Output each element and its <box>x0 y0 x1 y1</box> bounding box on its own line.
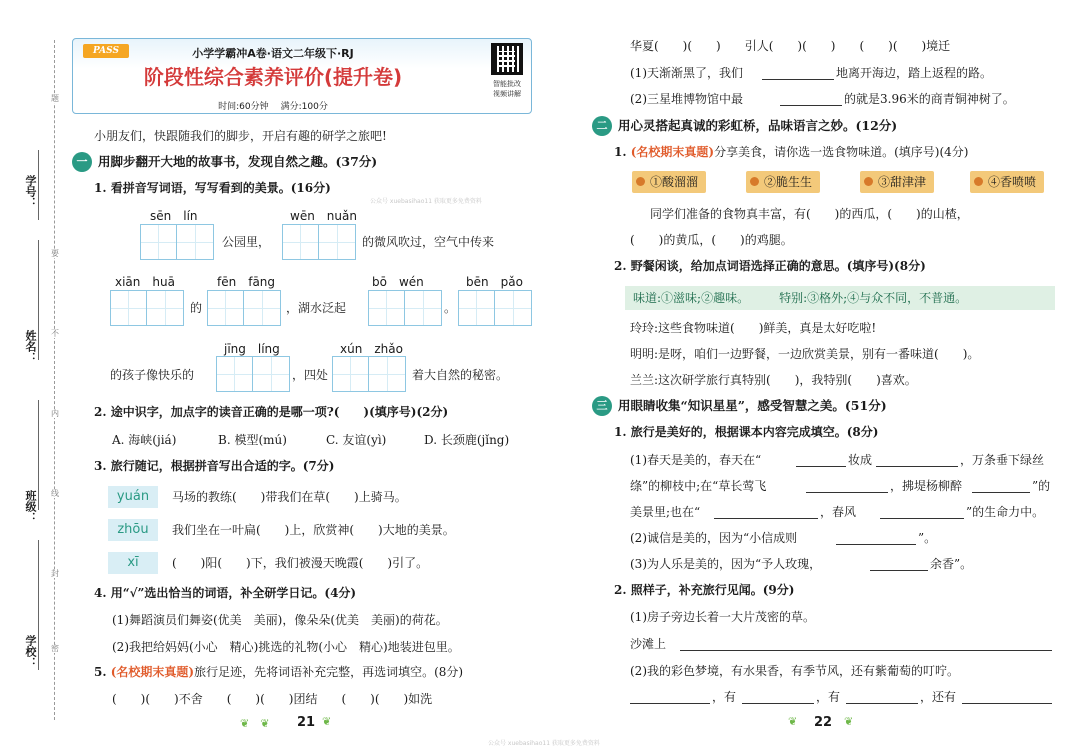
s3-q1-title: 1. 旅行是美好的，根据课本内容完成填空。(8分) <box>614 425 879 439</box>
qr-caption-1: 智能批改 <box>493 80 521 88</box>
section-3-heading <box>592 396 887 416</box>
exam-score: 满分:100分 <box>280 102 328 112</box>
q5-number: 5. <box>94 665 107 679</box>
fill-blank[interactable] <box>714 518 818 519</box>
s3-q1-text: 美景里;也在“ <box>630 505 701 519</box>
q1-title: 1. 看拼音写词语，写写看到的美景。(16分) <box>94 181 331 195</box>
school-blank[interactable] <box>38 540 39 670</box>
fill-blank[interactable] <box>806 492 888 493</box>
qr-code-icon[interactable] <box>491 43 523 75</box>
s3-q1-text: ”的 <box>1032 479 1051 493</box>
exam-header <box>72 38 532 114</box>
section-title: 用心灵搭起真诚的彩虹桥，品味语言之妙。(12分) <box>618 118 898 133</box>
q5-title <box>94 664 463 680</box>
section-2-heading <box>592 116 897 136</box>
fill-blank[interactable] <box>836 544 916 545</box>
q1-text: 。 <box>444 301 457 315</box>
q-tag: (名校期末真题) <box>630 145 715 159</box>
q5-sub: (1)天渐渐黑了，我们 <box>630 66 743 80</box>
section-1-heading <box>72 152 377 172</box>
pinyin-tag: zhōu <box>108 519 158 541</box>
seal-char: 不 <box>51 329 59 338</box>
section-title: 用脚步翻开大地的故事书，发现自然之趣。(37分) <box>98 154 378 169</box>
qr-caption <box>483 79 531 99</box>
sprout-icon: ❦ <box>322 715 332 728</box>
s3-q2-title: 2. 照样子，补充旅行见闻。(9分) <box>614 583 795 597</box>
series-title: 小学学霸冲A卷·语文二年级下·RJ <box>192 47 354 60</box>
brand-logo: PASS <box>83 44 129 58</box>
answer-box[interactable] <box>332 356 406 392</box>
fill-blank[interactable] <box>870 570 928 571</box>
pinyin: xiān huā <box>115 275 175 289</box>
q-text: 分享美食，请你选一选食物味道。(填序号)(4分) <box>714 145 969 159</box>
answer-box[interactable] <box>207 290 281 326</box>
q4-title: 4. 用“√”选出恰当的词语，补全研学日记。(4分) <box>94 586 357 600</box>
s3-q2-text: ，还有 <box>920 690 957 704</box>
food-option[interactable]: ②脆生生 <box>746 171 820 193</box>
answer-box[interactable] <box>216 356 290 392</box>
q1-text: 公园里， <box>222 235 271 249</box>
q5-line: ( )( )不舍 ( )( )团结 ( )( )如洗 <box>112 692 433 706</box>
pinyin: xún zhǎo <box>340 342 403 356</box>
school-label: 学校： <box>24 635 37 668</box>
q1-text: 着大自然的秘密。 <box>412 368 509 382</box>
q2-option[interactable]: C. 友谊(yì) <box>326 433 387 447</box>
binding-line <box>54 40 55 720</box>
q2-option[interactable]: B. 模型(mú) <box>218 433 287 447</box>
q1-text: ，四处 <box>292 368 329 382</box>
q1-text: 的孩子像快乐的 <box>110 368 195 382</box>
q5-sub: 地离开海边，踏上返程的路。 <box>836 66 993 80</box>
qr-caption-2: 视频讲解 <box>493 90 521 98</box>
pinyin: bō wén <box>372 275 424 289</box>
fill-blank[interactable] <box>880 518 964 519</box>
q2-option[interactable]: A. 海峡(jiá) <box>112 433 177 447</box>
pinyin: sēn lín <box>150 209 198 223</box>
q5-sub: 的就是3.96米的商青铜神树了。 <box>844 92 1015 106</box>
exam-meta <box>73 99 473 112</box>
seal-char: 线 <box>51 489 59 498</box>
answer-box[interactable] <box>140 224 214 260</box>
fill-blank[interactable] <box>680 650 1052 651</box>
s3-q2-text: ，有 <box>712 690 737 704</box>
s3-q2-line: 沙滩上 <box>630 637 667 651</box>
fill-blank[interactable] <box>630 703 710 704</box>
dialog-line: 明明:是呀，咱们一边野餐，一边欣赏美景，别有一番味道( )。 <box>630 347 980 361</box>
section-number: 一 <box>72 152 92 172</box>
exam-title: 阶段性综合素养评价(提升卷) <box>143 65 403 89</box>
fill-blank[interactable] <box>796 466 846 467</box>
q3-title: 3. 旅行随记，根据拼音写出合适的字。(7分) <box>94 459 335 473</box>
dialog-line: 玲玲:这些食物味道( )鲜美，真是太好吃啦! <box>630 321 877 335</box>
fill-blank[interactable] <box>962 703 1052 704</box>
food-option[interactable]: ①酸溜溜 <box>632 171 706 193</box>
fill-blank[interactable] <box>876 466 958 467</box>
seal-char: 内 <box>51 409 59 418</box>
q5-text: 旅行足迹，先将词语补充完整，再选词填空。(8分) <box>194 665 464 679</box>
s3-q1-text: ，春风 <box>820 505 857 519</box>
pinyin: bēn pǎo <box>466 275 523 289</box>
name-blank[interactable] <box>38 240 39 360</box>
s3-q1-text: (3)为人乐是美的，因为“予人玫瑰， <box>630 557 822 571</box>
q1-text: ，湖水泛起 <box>286 301 347 315</box>
pinyin: fēn fāng <box>217 275 276 289</box>
q5-tag: (名校期末真题) <box>110 665 195 679</box>
fill-blank[interactable] <box>742 703 814 704</box>
s3-q1-text: 妆成 <box>848 453 873 467</box>
q3-row: ( )阳( )下，我们被漫天晚霞( )引了。 <box>172 556 429 570</box>
s2-q1-line: 同学们准备的食物真丰富，有( )的西瓜，( )的山楂， <box>650 207 969 221</box>
q5-line-2: 华夏( )( ) 引人( )( ) ( )( )境迁 <box>630 39 951 53</box>
s3-q2-line: (1)房子旁边长着一大片茂密的草。 <box>630 610 815 624</box>
fill-blank[interactable] <box>780 105 842 106</box>
seal-char: 要 <box>51 249 59 258</box>
seal-char: 封 <box>51 569 59 578</box>
fill-blank[interactable] <box>972 492 1030 493</box>
student-id-label: 学号： <box>24 175 37 208</box>
s3-q1-text: ，万条垂下绿丝 <box>960 453 1045 467</box>
page-number: 22 <box>814 715 833 730</box>
watermark: 公众号 xuebasihao11 获取更多免费资料 <box>488 740 600 747</box>
q2-title: 2. 途中识字，加点字的读音正确的是哪一项?( )(填序号)(2分) <box>94 405 449 419</box>
name-label: 姓名： <box>24 330 37 363</box>
food-option[interactable]: ③甜津津 <box>860 171 934 193</box>
sprout-icon: ❦ ❦ <box>240 717 270 730</box>
answer-box[interactable] <box>368 290 442 326</box>
s3-q1-text: ，拂堤杨柳醉 <box>890 479 963 493</box>
fill-blank[interactable] <box>762 79 834 80</box>
s3-q1-text: (2)诚信是美的，因为“小信成则 <box>630 531 798 545</box>
s3-q1-text: ”。 <box>918 531 937 545</box>
class-blank[interactable] <box>38 400 39 510</box>
q5-sub: (2)三星堆博物馆中最 <box>630 92 743 106</box>
sprout-icon: ❦ <box>788 715 798 728</box>
s3-q2-line: (2)我的彩色梦境，有水果香，有季节风，还有紫葡萄的叮咛。 <box>630 664 960 678</box>
q1-text: 的微风吹过，空气中传来 <box>362 235 495 249</box>
s3-q1-text: 绦”的柳枝中;在“草长莺飞 <box>630 479 767 493</box>
page-number: 21 <box>297 715 316 730</box>
sprout-icon: ❦ <box>844 715 854 728</box>
s3-q1-text: 余香”。 <box>930 557 973 571</box>
pinyin-tag: xī <box>108 552 158 574</box>
pinyin: jīng líng <box>224 342 280 356</box>
pinyin-tag: yuán <box>108 486 158 508</box>
q-number: 1. <box>614 145 627 159</box>
answer-box[interactable] <box>458 290 532 326</box>
answer-box[interactable] <box>282 224 356 260</box>
binding-gutter <box>0 0 66 750</box>
s3-q2-text: ，有 <box>816 690 841 704</box>
s2-q1-title <box>614 144 968 160</box>
answer-box[interactable] <box>110 290 184 326</box>
q4-line: (1)舞蹈演员们舞姿(优美 美丽)，像朵朵(优美 美丽)的荷花。 <box>112 613 448 627</box>
section-title: 用眼睛收集“知识星星”，感受智慧之美。(51分) <box>618 398 887 413</box>
s3-q1-text: (1)春天是美的，春天在“ <box>630 453 762 467</box>
student-id-blank[interactable] <box>38 150 39 220</box>
s2-q1-line: ( )的黄瓜，( )的鸡腿。 <box>630 233 793 247</box>
seal-char: 题 <box>51 94 59 103</box>
q3-row: 马场的教练( )带我们在草( )上骑马。 <box>172 490 407 504</box>
q2-option[interactable]: D. 长颈鹿(jǐng) <box>424 433 510 447</box>
watermark: 公众号 xuebasihao11 获取更多免费资料 <box>370 198 482 205</box>
s2-q2-title: 2. 野餐闲谈，给加点词语选择正确的意思。(填序号)(8分) <box>614 259 926 273</box>
food-option[interactable]: ④香喷喷 <box>970 171 1044 193</box>
pinyin: wēn nuǎn <box>290 209 357 223</box>
s3-q1-text: ”的生命力中。 <box>966 505 1045 519</box>
fill-blank[interactable] <box>846 703 918 704</box>
class-label: 班级： <box>24 490 37 523</box>
definitions-bar: 味道:①滋味;②趣味。 特别:③格外;④与众不同，不普通。 <box>625 286 1055 310</box>
exam-time: 时间:60分钟 <box>218 102 269 112</box>
q4-line: (2)我把给妈妈(小心 精心)挑选的礼物(小心 精心)地装进包里。 <box>112 640 460 654</box>
seal-char: 密 <box>51 644 59 653</box>
q3-row: 我们坐在一叶扁( )上，欣赏神( )大地的美景。 <box>172 523 455 537</box>
dialog-line: 兰兰:这次研学旅行真特别( )，我特别( )喜欢。 <box>630 373 917 387</box>
q1-text: 的 <box>190 301 203 315</box>
intro-text: 小朋友们，快跟随我们的脚步，开启有趣的研学之旅吧! <box>94 129 387 143</box>
section-number: 三 <box>592 396 612 416</box>
section-number: 二 <box>592 116 612 136</box>
